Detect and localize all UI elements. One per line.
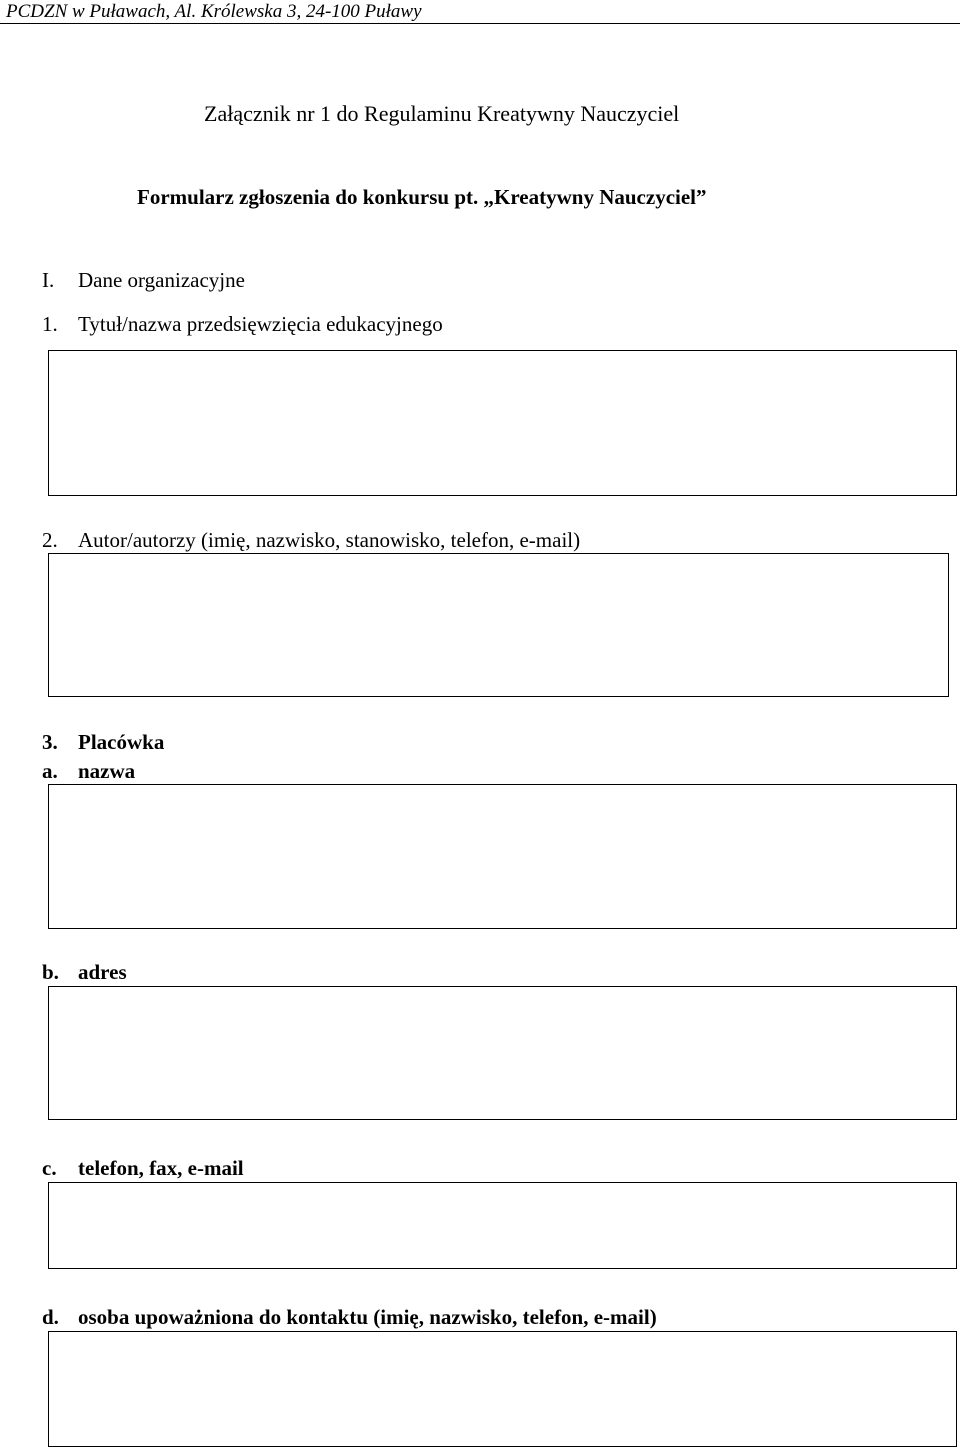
field-box-title[interactable] xyxy=(48,350,957,496)
field-box-contact-info[interactable] xyxy=(48,1182,957,1269)
field-label-text: telefon, fax, e-mail xyxy=(78,1156,244,1180)
field-label-title xyxy=(42,310,443,338)
field-box-address[interactable] xyxy=(48,986,957,1120)
field-number: c. xyxy=(42,1156,57,1180)
header-institution: PCDZN w Puławach, Al. Królewska 3, 24-100 Puławy xyxy=(6,1,422,22)
field-number: 1. xyxy=(42,312,58,336)
field-number: a. xyxy=(42,759,58,783)
field-label-authors xyxy=(42,526,580,554)
field-label-address xyxy=(42,958,127,986)
field-label-text: Tytuł/nazwa przedsięwzięcia edukacyjnego xyxy=(78,312,443,336)
field-label-contact-info xyxy=(42,1154,244,1182)
field-label-institution xyxy=(42,728,164,756)
field-label-institution-name xyxy=(42,757,135,785)
section-number: I. xyxy=(42,268,55,292)
annex-title: Załącznik nr 1 do Regulaminu Kreatywny Nauczyciel xyxy=(204,101,680,126)
field-label-text: osoba upoważniona do kontaktu (imię, nazwisko, telefon, e-mail) xyxy=(78,1305,657,1329)
field-label-contact-person xyxy=(42,1303,657,1331)
field-label-text: Placówka xyxy=(78,730,165,754)
field-box-authors[interactable] xyxy=(48,553,949,697)
form-title: Formularz zgłoszenia do konkursu pt. „Kreatywny Nauczyciel” xyxy=(137,185,707,209)
field-label-text: Autor/autorzy (imię, nazwisko, stanowisko, telefon, e-mail) xyxy=(78,528,581,552)
header-divider xyxy=(0,23,960,24)
field-number: 3. xyxy=(42,730,58,754)
section-title: Dane organizacyjne xyxy=(78,268,245,292)
field-box-institution-name[interactable] xyxy=(48,784,957,929)
field-number: d. xyxy=(42,1305,59,1329)
field-number: 2. xyxy=(42,528,58,552)
field-box-contact-person[interactable] xyxy=(48,1331,957,1447)
field-label-text: adres xyxy=(78,960,127,984)
field-label-text: nazwa xyxy=(78,759,136,783)
section-heading xyxy=(42,266,245,294)
field-number: b. xyxy=(42,960,59,984)
